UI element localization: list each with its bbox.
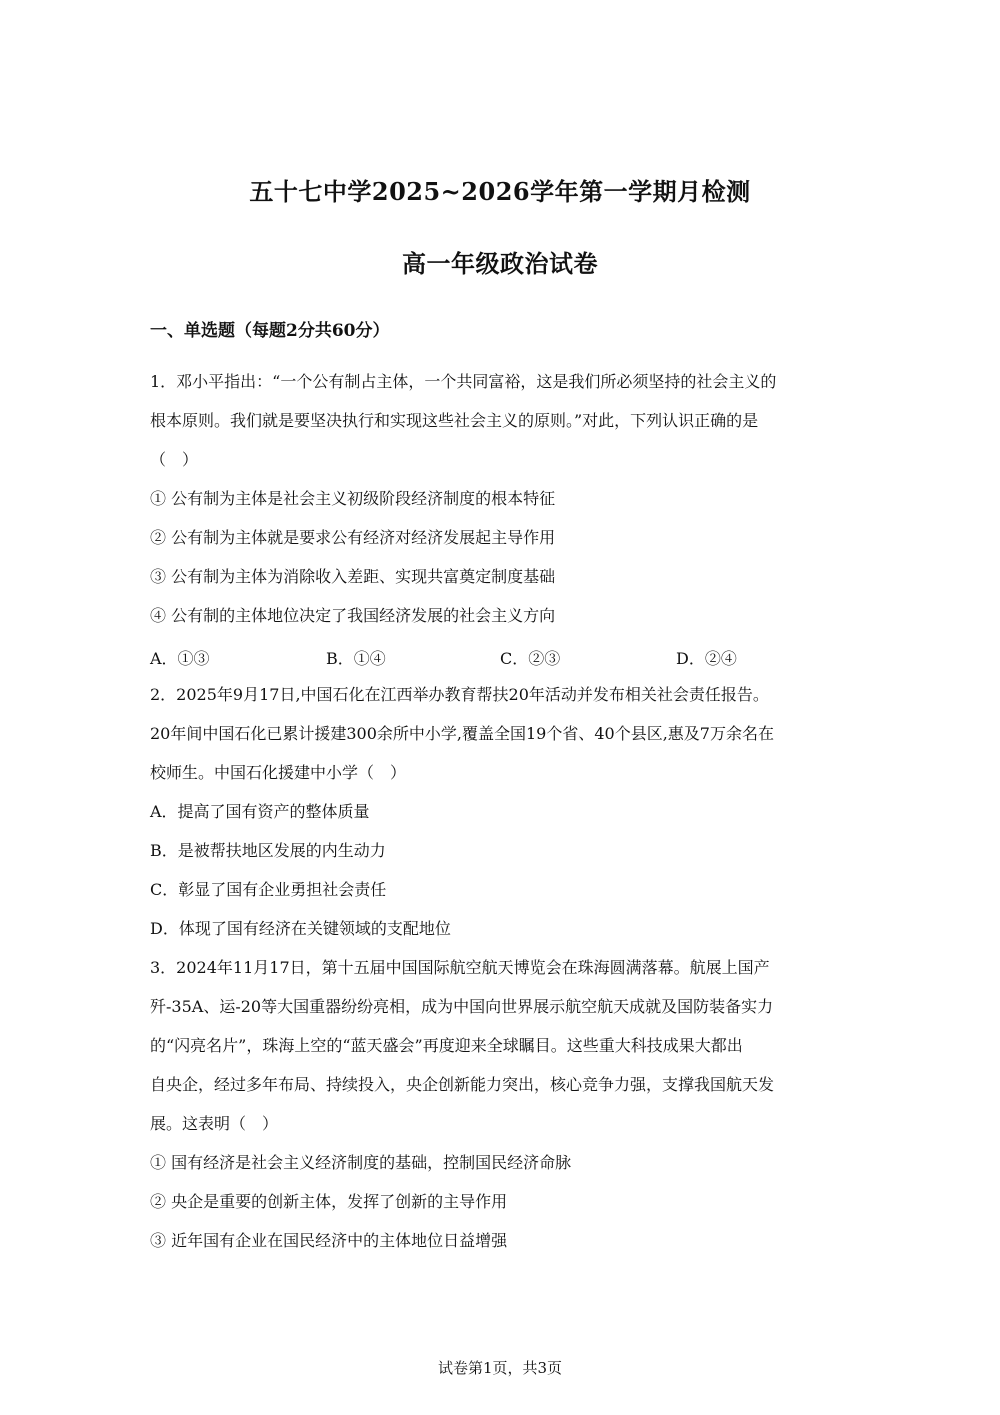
q1-option-b: B．①④ <box>326 649 386 668</box>
q3-statement: ③ 近年国有企业在国民经济中的主体地位日益增强 <box>150 1231 508 1250</box>
q2-option-d: D．体现了国有经济在关键领域的支配地位 <box>150 919 451 938</box>
q1-option-d: D．②④ <box>676 649 737 668</box>
q1-option-c: C．②③ <box>500 649 561 668</box>
q1-stem-line: 1．邓小平指出：“一个公有制占主体，一个共同富裕，这是我们所必须坚持的社会主义的 <box>150 372 777 391</box>
q1-stem-line: （ ） <box>150 450 199 469</box>
q2-option-a: A．提高了国有资产的整体质量 <box>150 802 370 821</box>
q3-stem-line: 自央企，经过多年布局、持续投入，央企创新能力突出，核心竞争力强，支撑我国航天发 <box>150 1075 775 1094</box>
q2-stem-line: 校师生。中国石化援建中小学（ ） <box>150 763 407 782</box>
q2-stem-line: 20年间中国石化已累计援建300余所中小学,覆盖全国19个省、40个县区,惠及7万余名在 <box>150 724 774 743</box>
page-footer: 试卷第1页，共3页 <box>437 1359 563 1377</box>
q1-statement: ② 公有制为主体就是要求公有经济对经济发展起主导作用 <box>150 528 556 547</box>
q3-stem-line: 歼-35A、运-20等大国重器纷纷亮相，成为中国向世界展示航空航天成就及国防装备实力 <box>150 997 774 1016</box>
q1-statement: ③ 公有制为主体为消除收入差距、实现共富奠定制度基础 <box>150 567 556 586</box>
q2-option-b: B．是被帮扶地区发展的内生动力 <box>150 841 386 860</box>
q2-stem-line: 2．2025年9月17日,中国石化在江西举办教育帮扶20年活动并发布相关社会责任报告。 <box>150 685 769 704</box>
section-heading: 一、单选题（每题2分共60分） <box>150 321 390 341</box>
q1-option-a: A．①③ <box>150 649 210 668</box>
q3-stem-line: 3．2024年11月17日，第十五届中国国际航空航天博览会在珠海圆满落幕。航展上国产 <box>150 958 770 977</box>
q3-statement: ① 国有经济是社会主义经济制度的基础，控制国民经济命脉 <box>150 1153 572 1172</box>
q1-statement: ① 公有制为主体是社会主义初级阶段经济制度的根本特征 <box>150 489 556 508</box>
q3-stem-line: 的“闪亮名片”，珠海上空的“蓝天盛会”再度迎来全球瞩目。这些重大科技成果大都出 <box>150 1036 743 1055</box>
exam-title: 五十七中学2025~2026学年第一学期月检测 <box>249 177 751 206</box>
q1-stem-line: 根本原则。我们就是要坚决执行和实现这些社会主义的原则。”对此，下列认识正确的是 <box>150 411 759 430</box>
q1-statement: ④ 公有制的主体地位决定了我国经济发展的社会主义方向 <box>150 606 556 625</box>
q3-statement: ② 央企是重要的创新主体，发挥了创新的主导作用 <box>150 1192 508 1211</box>
q1-options <box>150 646 850 666</box>
q2-option-c: C．彰显了国有企业勇担社会责任 <box>150 880 387 899</box>
exam-subtitle: 高一年级政治试卷 <box>402 249 598 278</box>
q3-stem-line: 展。这表明（ ） <box>150 1114 279 1133</box>
